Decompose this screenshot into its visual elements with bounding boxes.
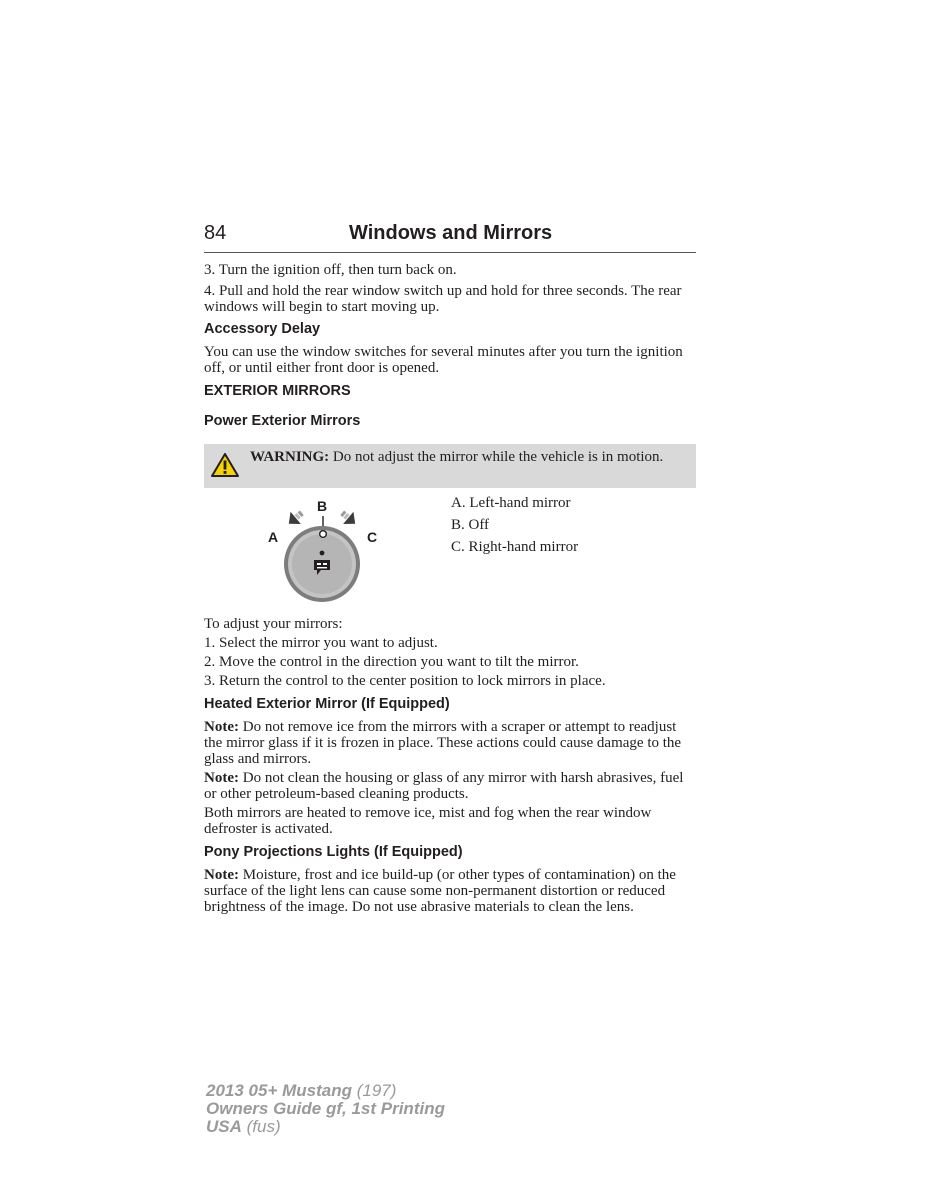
footer-line-3 (206, 1118, 445, 1136)
footer-model-code: (197) (352, 1081, 397, 1100)
warning-text (250, 448, 680, 466)
warning-triangle-icon (210, 452, 240, 483)
figure-label-a: A (268, 529, 279, 545)
heated-mirror-heading: Heated Exterior Mirror (If Equipped) (204, 696, 450, 712)
footer-line-1 (206, 1082, 445, 1100)
mirror-control-figure (258, 492, 398, 612)
page-footer (206, 1082, 445, 1136)
right-arrow-icon (337, 507, 360, 530)
bottom-content (204, 616, 696, 918)
page-header (204, 222, 696, 253)
top-content (204, 262, 696, 429)
exterior-mirrors-heading: EXTERIOR MIRRORS (204, 383, 351, 399)
legend-item-b: B. Off (451, 517, 490, 533)
legend-item-c: C. Right-hand mirror (451, 539, 579, 555)
figure-legend (451, 492, 578, 558)
note-label: Note: (204, 719, 239, 735)
pony-note (204, 867, 696, 915)
accessory-delay-body: You can use the window switches for several minutes after you turn the ignition off, or until either front door is opened. (204, 344, 683, 376)
accessory-delay-heading: Accessory Delay (204, 321, 321, 337)
power-exterior-mirrors-heading: Power Exterior Mirrors (204, 413, 361, 429)
figure-label-b: B (317, 498, 328, 514)
heated-body: Both mirrors are heated to remove ice, mist and fog when the rear window defroster is activated. (204, 805, 652, 837)
step-3: 3. Turn the ignition off, then turn back on. (204, 262, 457, 278)
page-number: 84 (204, 222, 227, 244)
footer-market: USA (206, 1117, 242, 1136)
footer-line-2: Owners Guide gf, 1st Printing (206, 1099, 445, 1118)
legend-item-a: A. Left-hand mirror (451, 495, 571, 511)
warning-message: Do not adjust the mirror while the vehicle is in motion. (329, 449, 664, 465)
mirror-control-knob-icon (258, 492, 398, 612)
note-text: Moisture, frost and ice build-up (or other types of contamination) on the surface of the light lens can cause some non-permanent distortion or reduced brightness of the image. Do not use abrasive materials to clean the lens. (204, 867, 676, 915)
adjust-step-3: 3. Return the control to the center position to lock mirrors in place. (204, 673, 606, 689)
warning-label: WARNING: (250, 449, 330, 465)
chapter-title: Windows and Mirrors (349, 222, 553, 244)
note-label: Note: (204, 770, 239, 786)
heated-note-1 (204, 719, 696, 767)
note-text: Do not remove ice from the mirrors with a scraper or attempt to readjust the mirror glass if it is frozen in place. These actions could cause damage to the glass and mirrors. (204, 719, 682, 767)
note-label: Note: (204, 867, 239, 883)
heated-note-2 (204, 770, 696, 802)
note-text: Do not clean the housing or glass of any mirror with harsh abrasives, fuel or other petroleum-based cleaning products. (204, 770, 684, 802)
footer-market-code: (fus) (241, 1117, 281, 1136)
figure-label-c: C (367, 529, 378, 545)
footer-model: 2013 05+ Mustang (206, 1081, 352, 1100)
warning-box (204, 444, 696, 488)
adjust-step-1: 1. Select the mirror you want to adjust. (204, 635, 438, 651)
pony-lights-heading: Pony Projections Lights (If Equipped) (204, 844, 463, 860)
left-arrow-icon (284, 507, 307, 530)
adjust-intro: To adjust your mirrors: (204, 616, 343, 632)
step-4: 4. Pull and hold the rear window switch up and hold for three seconds. The rear windows will begin to start moving up. (204, 283, 682, 315)
adjust-step-2: 2. Move the control in the direction you want to tilt the mirror. (204, 654, 579, 670)
